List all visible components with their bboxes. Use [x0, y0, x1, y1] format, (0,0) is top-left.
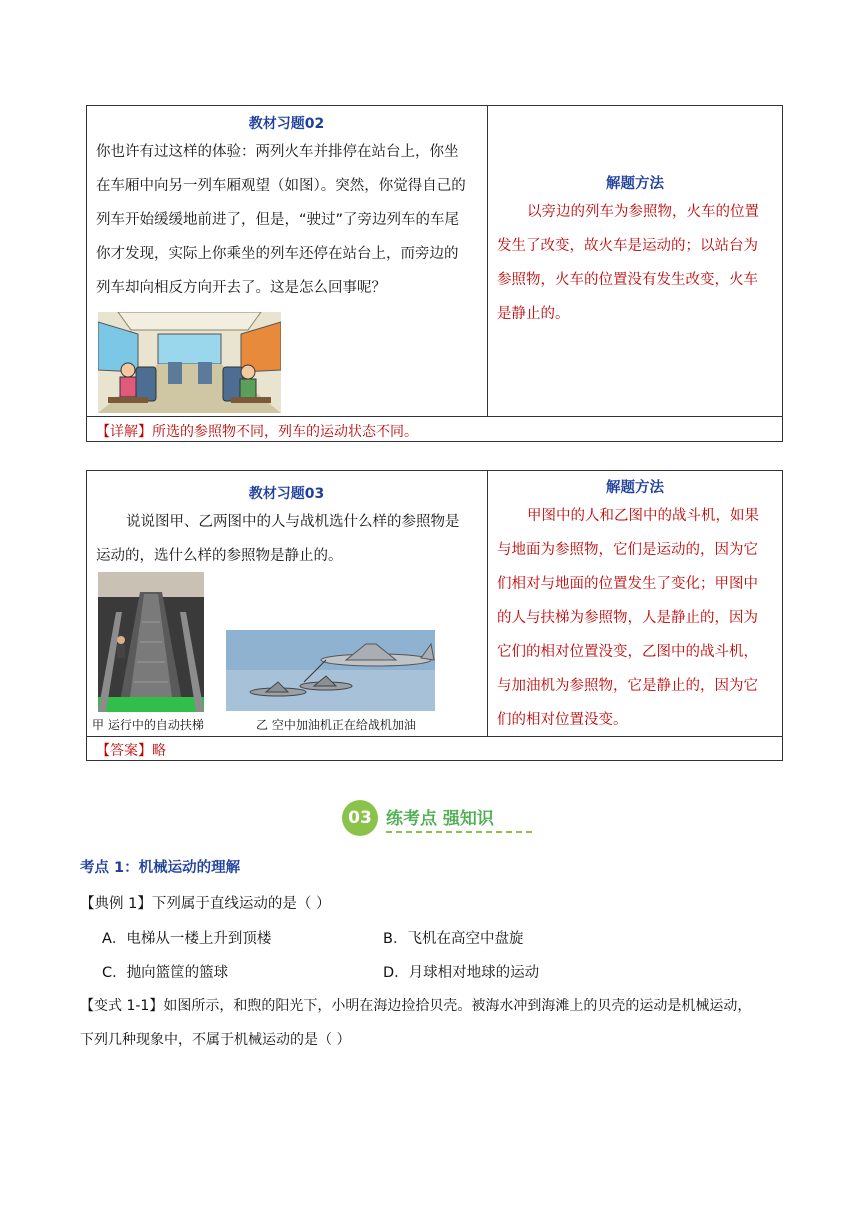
exercise02-method-title: 解题方法	[606, 176, 664, 192]
exercise03-divider	[487, 470, 488, 737]
section-number-badge: 03	[342, 800, 378, 836]
example1-option-a: A．电梯从一楼上升到顶楼	[102, 931, 272, 947]
point1-title: 考点 1：机械运动的理解	[80, 860, 241, 876]
example1-option-b: B．飞机在高空中盘旋	[383, 931, 524, 947]
exercise02-footer-line	[86, 416, 783, 417]
aerial-refueling-image	[226, 630, 435, 711]
example1-option-d: D．月球相对地球的运动	[383, 965, 540, 981]
train-interior-image	[98, 312, 281, 413]
section-header	[340, 798, 540, 838]
escalator-image	[98, 572, 204, 712]
example1-option-c: C．抛向篮筐的篮球	[102, 965, 229, 981]
exercise03-question: 说说图甲、乙两图中的人与战机选什么样的参照物是 运动的，选什么样的参照物是静止的。	[96, 514, 460, 564]
example1-question: 【典例 1】下列属于直线运动的是（ ）	[80, 896, 331, 912]
section-title: 练考点 强知识	[386, 809, 494, 829]
exercise02-detail: 【详解】所选的参照物不同，列车的运动状态不同。	[96, 424, 418, 440]
variant1-line1: 【变式 1-1】如图所示，和煦的阳光下，小明在海边捡拾贝壳。被海水冲到海滩上的贝壳的运动是机械运动，	[80, 998, 752, 1014]
exercise02-method: 以旁边的列车为参照物，火车的位置 发生了改变，故火车是运动的；以站台为 参照物，火车的位置没有发生改变，火车 是静止的。	[497, 204, 759, 322]
escalator-caption: 甲 运行中的自动扶梯	[92, 718, 204, 732]
exercise02-question: 你也许有过这样的体验：两列火车并排停在站台上，你坐 在车厢中向另一列车厢观望（如图）。突然，你觉得自己的 列车开始缓缓地前进了，但是，“驶过”了旁边列车的车尾 你才发现，实际上你乘坐的列车还停在站台上，而旁边的 列车却向相反方向开去了。这是怎么回事呢？	[96, 144, 466, 296]
exercise03-method-title: 解题方法	[606, 480, 664, 496]
refueling-caption: 乙 空中加油机正在给战机加油	[256, 718, 416, 732]
exercise03-title: 教材习题03	[248, 486, 325, 502]
exercise03-method: 甲图中的人和乙图中的战斗机，如果 与地面为参照物，它们是运动的，因为它 们相对与地面的位置发生了变化；甲图中 的人与扶梯为参照物，人是静止的，因为 它们的相对位置没变，乙图中的战斗机， 与加油机为参照物，它是静止的，因为它 们的相对位置没变。	[497, 508, 759, 728]
section-underline	[386, 831, 532, 833]
exercise02-divider	[487, 105, 488, 417]
variant1-line2: 下列几种现象中，不属于机械运动的是（ ）	[80, 1032, 351, 1048]
exercise03-answer: 【答案】略	[96, 743, 166, 759]
exercise02-title: 教材习题02	[248, 116, 325, 132]
